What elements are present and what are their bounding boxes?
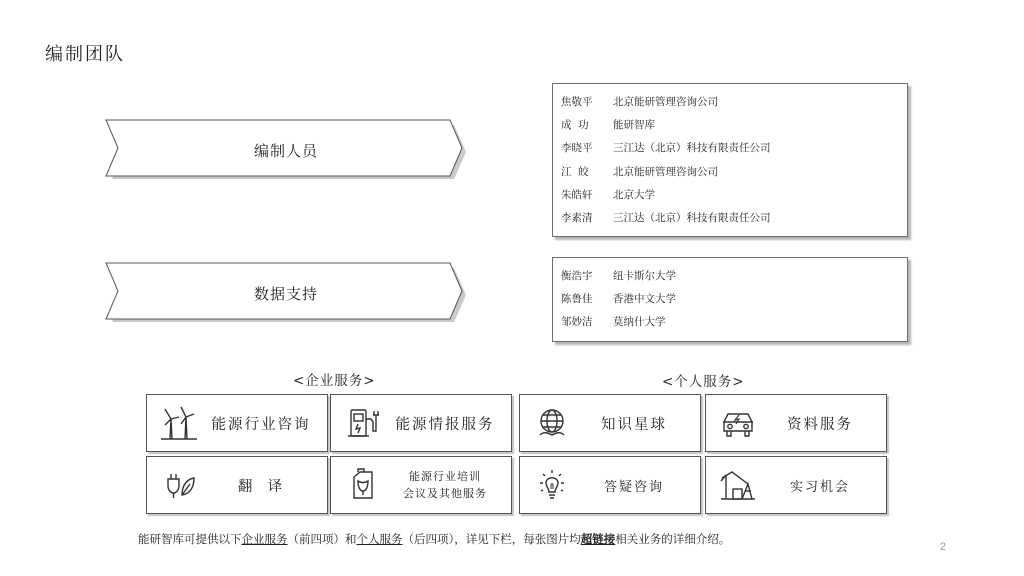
footer-text: （后四项），详见下栏，每张图片均: [402, 532, 581, 546]
personal-services-heading: <个人服务>: [662, 374, 745, 390]
member-org: 三江达（北京）科技有限责任公司: [613, 211, 771, 224]
member-org: 三江达（北京）科技有限责任公司: [613, 142, 771, 155]
list-item: [561, 288, 907, 311]
tile-qa-consulting[interactable]: [519, 456, 701, 514]
tile-label: 答疑咨询: [603, 479, 664, 495]
enterprise-services-heading: <企业服务>: [293, 373, 376, 389]
member-org: 纽卡斯尔大学: [613, 270, 676, 282]
tile-label: 能源行业咨询: [211, 416, 311, 433]
globe-icon: [530, 403, 574, 443]
member-name: 成 功: [561, 119, 589, 132]
data-support-label: 数据支持: [253, 284, 318, 303]
member-org: 北京能研管理咨询公司: [613, 96, 718, 108]
tile-label: 翻 译: [237, 478, 285, 495]
compilers-label: 编制人员: [253, 141, 318, 160]
member-name: 朱皓轩: [561, 188, 593, 201]
plug-leaf-icon: [157, 465, 201, 505]
member-name: 邹妙洁: [561, 316, 593, 328]
data-support-list: [552, 257, 908, 342]
list-item: [561, 184, 907, 207]
list-item: [561, 114, 907, 137]
member-name: 江 皎: [561, 165, 589, 178]
tile-internship[interactable]: [705, 456, 887, 514]
footer-text: 能研智库可提供以下: [138, 532, 242, 546]
tile-label: 资料服务: [787, 416, 853, 433]
tile-data-services[interactable]: [705, 394, 887, 452]
tile-label: 能源情报服务: [395, 416, 495, 433]
list-item: [561, 161, 907, 184]
compilers-list: [552, 83, 908, 237]
member-name: 陈鲁佳: [561, 293, 593, 305]
member-org: 北京能研管理咨询公司: [613, 165, 718, 178]
member-name: 衡浩宇: [561, 270, 593, 282]
tile-energy-intelligence[interactable]: [330, 394, 512, 452]
hyperlink-note: 超链接: [580, 532, 616, 546]
footer-note: [138, 531, 730, 547]
footer-text: （前四项）和: [287, 532, 357, 546]
tile-training-conferences[interactable]: [330, 456, 512, 514]
list-item: [561, 265, 907, 288]
page-title: 编制团队: [45, 44, 125, 65]
member-org: 能研智库: [613, 119, 655, 132]
oil-pump-icon: [716, 465, 760, 505]
fuel-can-icon: [341, 465, 385, 505]
member-name: 李晓平: [561, 142, 593, 155]
personal-services-link[interactable]: 个人服务: [356, 532, 403, 546]
member-name: 李素清: [561, 211, 593, 224]
ev-charger-icon: [341, 403, 385, 443]
member-name: 焦敬平: [561, 96, 593, 108]
tile-label: 实习机会: [789, 479, 850, 495]
electric-car-icon: [716, 403, 760, 443]
enterprise-services-link[interactable]: 企业服务: [241, 532, 288, 546]
compilers-chevron: [105, 119, 467, 181]
tile-label-line1: 能源行业培训: [409, 470, 481, 483]
list-item: [561, 91, 907, 114]
member-org: 莫纳什大学: [613, 316, 666, 328]
list-item: [561, 311, 907, 334]
list-item: [561, 207, 907, 230]
lightbulb-icon: [530, 465, 574, 505]
tile-energy-consulting[interactable]: [146, 394, 328, 452]
tile-label: 知识星球: [601, 416, 667, 433]
tile-translation[interactable]: [146, 456, 328, 514]
member-org: 北京大学: [613, 188, 655, 201]
member-org: 香港中文大学: [613, 293, 676, 305]
tile-knowledge-planet[interactable]: [519, 394, 701, 452]
wind-turbine-icon: [157, 403, 201, 443]
footer-text: 相关业务的详细介绍。: [615, 532, 731, 546]
page-number: 2: [939, 541, 946, 553]
list-item: [561, 137, 907, 160]
tile-label-line2: 会议及其他服务: [403, 487, 487, 500]
data-support-chevron: [105, 262, 467, 324]
tile-label: [385, 468, 511, 502]
